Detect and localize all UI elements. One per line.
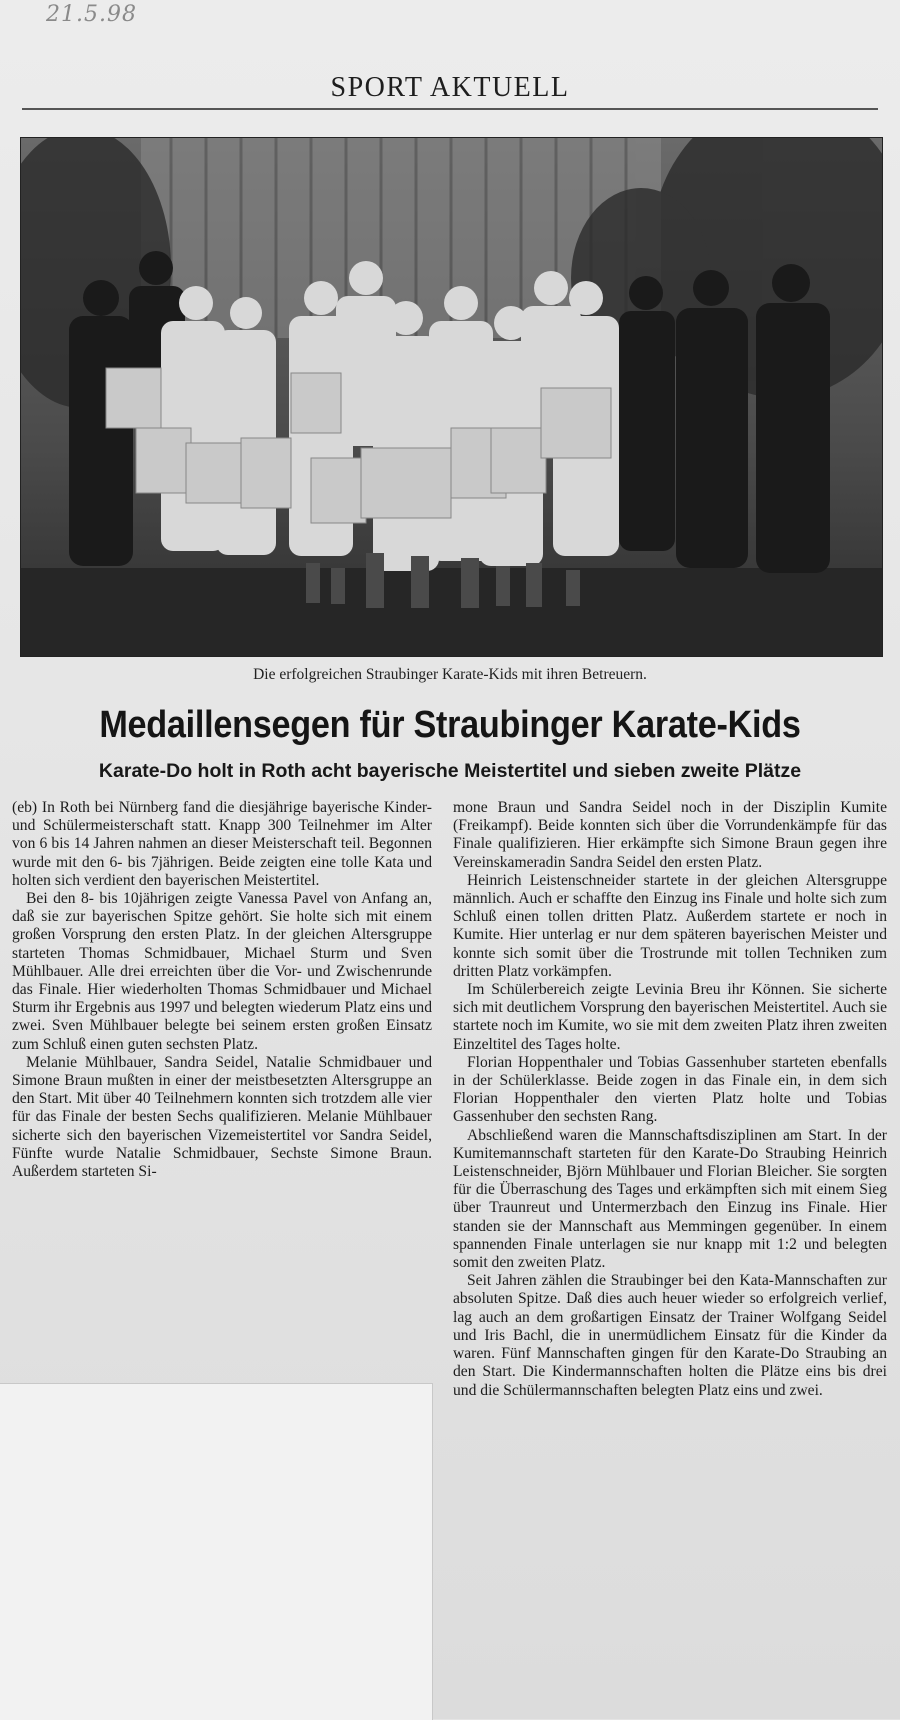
paragraph: mone Braun und Sandra Seidel noch in der Disziplin Kumite (Freikampf). Beide konnten sich über die Vorrundenkämpfe für das Finale qualifizieren. Hier erkämpfte sich Simone Braun gegen ihre Vereinskameradin Sandra Seidel den ersten Platz. — [453, 799, 887, 871]
team-photo — [20, 137, 883, 657]
paragraph: (eb) In Roth bei Nürnberg fand die diesjährige bayerische Kinder- und Schülermeisterschaft statt. Knapp 300 Teilnehmer im Alter von 6 bis 14 Jahren nahmen an dieser Meisterschaft teil. Begonnen wurde mit den 6- bis 7jährigen. Beide zeigten eine tolle Kata und holten sich verdient den bayerischen Meistertitel. — [12, 799, 432, 889]
handwritten-date: 21.5.98 — [46, 2, 137, 27]
photo-caption: Die erfolgreichen Straubinger Karate-Kids mit ihren Betreuern. — [253, 666, 647, 683]
paragraph: Florian Hoppenthaler und Tobias Gassenhuber starteten ebenfalls in der Schülerklasse. Beide zogen in das Finale ein, in dem sich Florian Hoppenthaler den vierten Platz holte und Tobias Gassenhuber den sechsten Rang. — [453, 1053, 887, 1126]
paragraph: Heinrich Leistenschneider startete in der gleichen Altersgruppe männlich. Auch er schaffte den Einzug ins Finale und holte sich zum Schluß einen tollen dritten Platz. Außerdem startete er noch in Kumite. Hier unterlag er nur dem späteren bayerischen Meister und konnte sich somit über die Trostrunde mit tollen Techniken zum dritten Platz vorkämpfen. — [453, 871, 887, 980]
headline: Medaillensegen für Straubinger Karate-Kids — [99, 704, 801, 746]
section-heading: SPORT AKTUELL — [330, 72, 570, 103]
article-column-2 — [453, 799, 887, 1400]
paragraph: Seit Jahren zählen die Straubinger bei den Kata-Mannschaften zur absoluten Spitze. Daß dies auch heuer wieder so erfolgreich verlief, lag auch an dem großartigen Einsatz der Trainer Wolfgang Seidel und Iris Bachl, die in unermüdlichem Einsatz für die Kinder da waren. Fünf Mannschaften gingen für den Karate-Do Straubing an den Start. Die Kindermannschaften holten die Plätze eins bis drei und die Schülermannschaften belegten Platz eins und zwei. — [453, 1272, 887, 1399]
paragraph: Bei den 8- bis 10jährigen zeigte Vanessa Pavel von Anfang an, daß sie zur bayerischen Spitze gehört. Sie holte sich mit einem großen Vorsprung den ersten Platz. In der gleichen Altersgruppe starteten Thomas Schmidbauer, Michael Sturm und Sven Mühlbauer. Alle drei erreichten über die Vor- und Zwischenrunde das Finale. Hier wiederholten Thomas Schmidbauer und Michael Sturm ihr Ergebnis aus 1997 und belegten wiederum Platz eins und zwei. Sven Mühlbauer belegte bei seinem ersten großen Einsatz zum Schluß einen guten sechsten Platz. — [12, 890, 432, 1053]
blank-paper-area — [0, 1383, 433, 1720]
subheadline: Karate-Do holt in Roth acht bayerische Meistertitel und sieben zweite Plätze — [98, 760, 802, 782]
article-column-1 — [12, 799, 432, 1181]
ground — [21, 568, 882, 656]
paragraph: Abschließend waren die Mannschaftsdisziplinen am Start. In der Kumitemannschaft starteten für den Karate-Do Straubing Heinrich Leistenschneider, Björn Mühlbauer und Florian Bleicher. Sie sorgten für die Überraschung des Tages und erkämpften sich mit einem Sieg über Traunreut und Untermerzbach den Einzug ins Finale. Hier standen sie der Mannschaft aus Memmingen gegenüber. In einem spannenden Finale unterlagen sie nur knapp mit 1:2 und belegten somit den zweiten Platz. — [453, 1126, 887, 1272]
paragraph: Melanie Mühlbauer, Sandra Seidel, Natalie Schmidbauer und Simone Braun mußten in einer der meistbesetzten Altersgruppe an den Start. Mit über 40 Teilnehmern konnten sich trotzdem alle vier für das Finale der besten Sechs qualifizieren. Melanie Mühlbauer sicherte sich den bayerischen Vizemeistertitel vor Sandra Seidel, Fünfte wurde Natalie Schmidbauer, Sechste Simone Braun. Außerdem starteten Si- — [12, 1053, 432, 1181]
paragraph: Im Schülerbereich zeigte Levinia Breu ihr Können. Sie sicherte sich mit deutlichem Vorsprung den bayerischen Meistertitel. Auch sie startete noch im Kumite, wo sie mit dem zweiten Platz ihren zweiten Einzeltitel des Tages holte. — [453, 981, 887, 1053]
section-rule — [22, 108, 878, 110]
